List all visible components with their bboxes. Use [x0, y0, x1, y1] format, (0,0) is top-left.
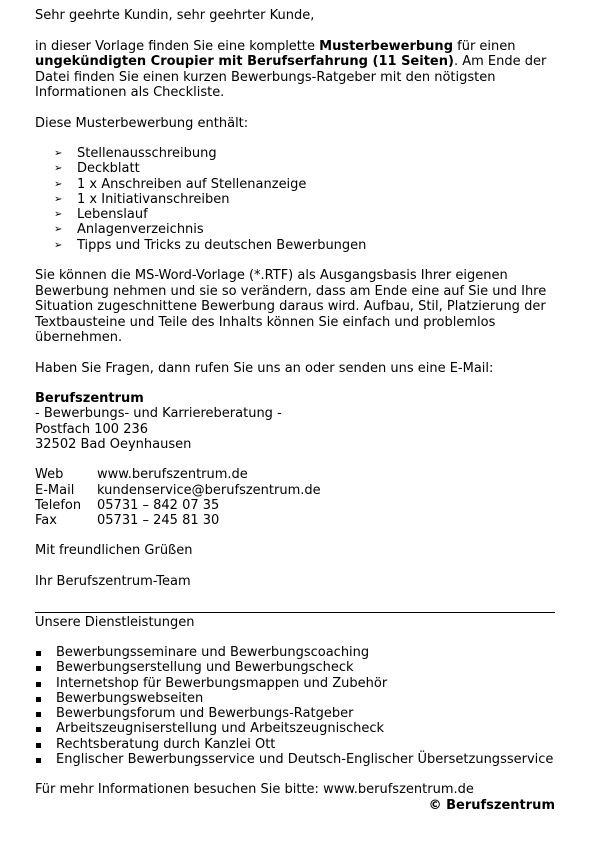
list-item: [35, 676, 555, 691]
list-item-text: Tipps und Tricks zu deutschen Bewerbungen: [77, 237, 367, 253]
arrow-bullet-icon: ➢: [54, 163, 63, 175]
list-item-text: Internetshop für Bewerbungsmappen und Zubehör: [56, 675, 388, 691]
square-bullet-icon: [36, 727, 41, 732]
usage-paragraph: Sie können die MS-Word-Vorlage (*.RTF) als Ausgangsbasis Ihrer eigenen Bewerbung nehmen und sie so verändern, dass am Ende eine auf Sie und Ihre Situation zugeschnittene Bewerbung daraus wird. Aufbau, Stil, Platzierung der Textbausteine und Teile des Inhalts können Sie einfach und problemlos übernehmen.: [35, 268, 547, 346]
section-divider: [35, 612, 555, 613]
list-item-text: Bewerbungsforum und Bewerbungs-Ratgeber: [56, 706, 354, 722]
arrow-bullet-icon: ➢: [54, 148, 63, 159]
list-item: [35, 222, 555, 237]
signature-team: Ihr Berufszentrum-Team: [35, 573, 191, 589]
intro-text-3: . Am Ende der Datei finden Sie einen kurzen Bewerbungs-Ratgeber mit den nötigsten Informationen als Checkliste.: [35, 54, 547, 100]
list-item-text: Deckblatt: [77, 161, 140, 177]
contact-label: Fax: [35, 513, 57, 529]
contact-table: [35, 467, 321, 528]
square-bullet-icon: [36, 651, 41, 656]
list-item-text: Bewerbungserstellung und Bewerbungscheck: [56, 660, 354, 676]
document-page: [35, 0, 555, 813]
intro-text-1: in dieser Vorlage finden Sie eine komplette: [35, 38, 320, 54]
copyright-notice: © Berufszentrum: [428, 797, 555, 813]
list-item-text: Arbeitszeugniserstellung und Arbeitszeugnischeck: [56, 721, 385, 737]
more-info-line: Für mehr Informationen besuchen Sie bitte: www.berufszentrum.de: [35, 782, 474, 798]
intro-text-2: für einen: [453, 38, 516, 54]
square-bullet-icon: [36, 712, 41, 717]
contact-label: Web: [35, 467, 64, 483]
intro-paragraph: [35, 39, 555, 101]
square-bullet-icon: [36, 666, 41, 671]
contact-label: E-Mail: [35, 482, 75, 498]
arrow-bullet-icon: ➢: [54, 239, 63, 251]
greeting: Sehr geehrte Kundin, sehr geehrter Kunde,: [35, 8, 315, 23]
square-bullet-icon: [36, 758, 41, 763]
contact-label: Telefon: [35, 497, 82, 513]
list-item: [35, 752, 555, 767]
square-bullet-icon: [36, 697, 41, 702]
questions-paragraph: Haben Sie Fragen, dann rufen Sie uns an oder senden uns eine E-Mail:: [35, 360, 494, 376]
list-item: [35, 737, 555, 752]
list-item: [35, 660, 555, 675]
list-item: [35, 161, 555, 176]
list-item: [35, 691, 555, 706]
list-item-text: Rechtsberatung durch Kanzlei Ott: [56, 736, 276, 752]
company-name: Berufszentrum: [35, 391, 144, 407]
services-list: [35, 645, 555, 767]
list-item-text: Anlagenverzeichnis: [77, 222, 204, 238]
email-link[interactable]: kundenservice@berufszentrum.de: [97, 482, 321, 498]
square-bullet-icon: [36, 682, 41, 687]
web-link[interactable]: www.berufszentrum.de: [97, 467, 248, 483]
company-tagline: - Bewerbungs- und Karriereberatung -: [35, 406, 282, 422]
contents-list: [35, 146, 555, 253]
contact-row: [35, 483, 321, 498]
list-item-text: 1 x Initiativanschreiben: [77, 191, 230, 207]
services-heading: Unsere Dienstleistungen: [35, 615, 195, 631]
contact-row: [35, 513, 321, 528]
list-item: [35, 721, 555, 736]
list-item: [35, 146, 555, 161]
company-postbox: Postfach 100 236: [35, 421, 149, 437]
phone-value: 05731 – 842 07 35: [97, 497, 220, 513]
list-item: [35, 192, 555, 207]
list-item: [35, 177, 555, 192]
list-item: [35, 238, 555, 253]
contact-row: [35, 467, 321, 482]
list-item-text: Bewerbungswebseiten: [56, 690, 204, 706]
square-bullet-icon: [36, 743, 41, 748]
list-item-text: Lebenslauf: [77, 207, 148, 223]
list-item-text: Bewerbungsseminare und Bewerbungscoaching: [56, 644, 370, 660]
company-city: 32502 Bad Oeynhausen: [35, 436, 192, 452]
list-item: [35, 207, 555, 222]
company-address: [35, 391, 555, 452]
contact-row: [35, 498, 321, 513]
list-item: [35, 706, 555, 721]
list-item: [35, 645, 555, 660]
arrow-bullet-icon: ➢: [54, 224, 63, 236]
closing-salutation: Mit freundlichen Grüßen: [35, 543, 193, 559]
intro-bold-1: Musterbewerbung: [319, 38, 453, 54]
intro-bold-2: ungekündigten Croupier mit Berufserfahrung (11 Seiten): [35, 54, 454, 69]
fax-value: 05731 – 245 81 30: [97, 513, 220, 529]
list-item-text: Stellenausschreibung: [77, 146, 217, 161]
contents-heading: Diese Musterbewerbung enthält:: [35, 115, 249, 131]
list-item-text: 1 x Anschreiben auf Stellenanzeige: [77, 176, 307, 192]
arrow-bullet-icon: ➢: [54, 178, 63, 190]
list-item-text: Englischer Bewerbungsservice und Deutsch-Englischer Übersetzungsservice: [56, 752, 554, 768]
arrow-bullet-icon: ➢: [54, 209, 63, 221]
arrow-bullet-icon: ➢: [54, 193, 63, 205]
